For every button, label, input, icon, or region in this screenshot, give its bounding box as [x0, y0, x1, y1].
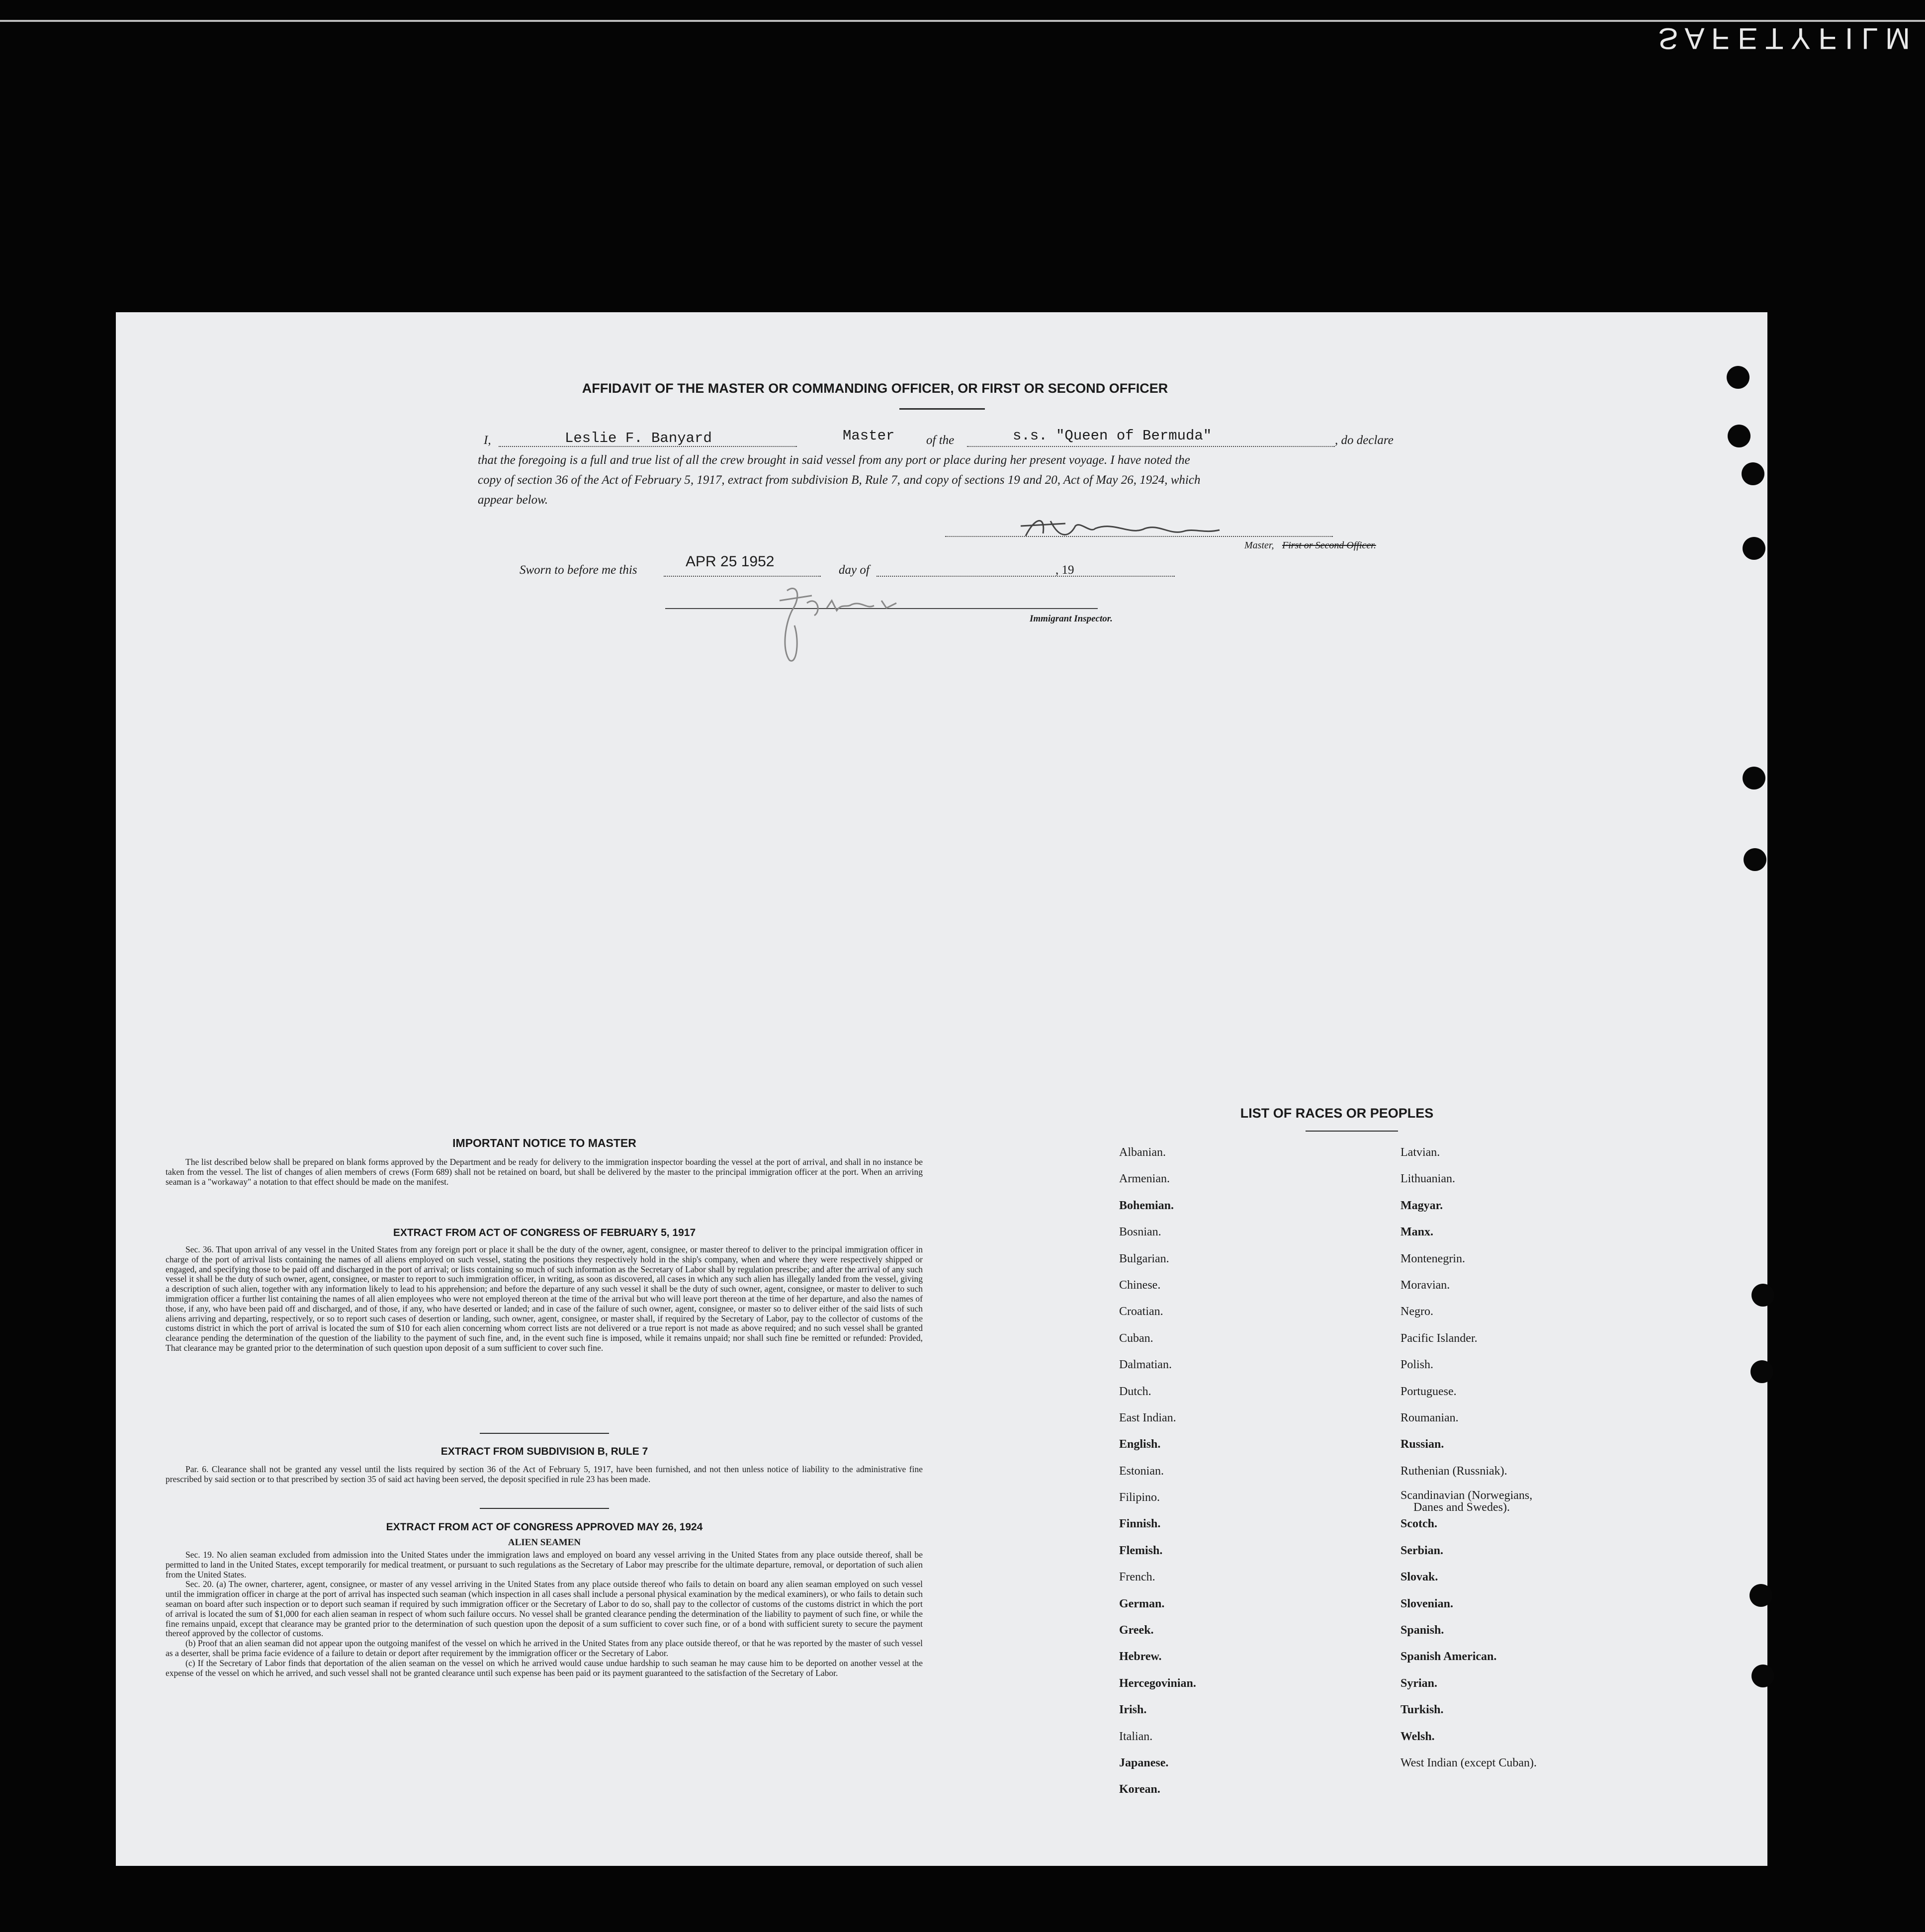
race-item: Moravian.	[1400, 1278, 1450, 1292]
rank: Master	[843, 428, 895, 444]
race-item: Dalmatian.	[1119, 1358, 1172, 1372]
race-item: Scotch.	[1400, 1517, 1437, 1531]
races-title: LIST OF RACES OR PEOPLES	[1240, 1106, 1434, 1121]
race-item: Lithuanian.	[1400, 1172, 1455, 1186]
race-item: Slovenian.	[1400, 1597, 1454, 1610]
race-item: Manx.	[1400, 1226, 1433, 1239]
inspector-signature	[767, 581, 916, 670]
race-item: Portuguese.	[1400, 1385, 1457, 1398]
punch-hole	[1751, 1284, 1774, 1307]
race-item: Russian.	[1400, 1438, 1444, 1451]
film-edge	[0, 0, 1925, 22]
race-item: Montenegrin.	[1400, 1252, 1465, 1265]
master-signature	[1016, 506, 1225, 551]
extract2-title: EXTRACT FROM SUBDIVISION B, RULE 7	[440, 1446, 648, 1457]
month-line	[876, 576, 1175, 577]
race-item: Croatian.	[1119, 1305, 1163, 1318]
race-item: Serbian.	[1400, 1544, 1444, 1557]
vessel-name: s.s. "Queen of Bermuda"	[1013, 428, 1212, 444]
race-item: Bosnian.	[1119, 1226, 1161, 1239]
sworn-label: Sworn to before me this	[520, 563, 637, 577]
race-item: Armenian.	[1119, 1172, 1170, 1186]
race-item: Turkish.	[1400, 1703, 1444, 1717]
divider	[480, 1508, 609, 1509]
race-item: Chinese.	[1119, 1278, 1161, 1292]
punch-hole	[1743, 767, 1765, 790]
race-item: English.	[1119, 1438, 1161, 1451]
vessel-line	[967, 446, 1335, 447]
race-item-line: Scandinavian (Norwegians,	[1400, 1489, 1533, 1502]
extract3-subtitle: ALIEN SEAMEN	[508, 1537, 581, 1548]
of-the-label: of the	[926, 434, 955, 447]
race-item: West Indian (except Cuban).	[1400, 1756, 1537, 1769]
race-item: Hercegovinian.	[1119, 1676, 1196, 1690]
race-item: Finnish.	[1119, 1517, 1161, 1531]
extract2-body: Par. 6. Clearance shall not be granted any vessel until the lists required by section 36 of the Act of February 5, 1917, have been furnished, and not then unless notice of liability to the administrative fine prescribed by said section or to that prescribed by section 35 of said act having been served, the deposit specified in rule 23 has been made.	[166, 1464, 923, 1484]
affidavit-text-line: copy of section 36 of the Act of February 5, 1917, extract from subdivision B, Rule 7, and copy of sections 19 and 20, Act of May 26, 1924, which	[478, 473, 1201, 487]
race-item: Estonian.	[1119, 1464, 1164, 1478]
race-item: Albanian.	[1119, 1146, 1166, 1159]
race-item: German.	[1119, 1597, 1165, 1610]
race-item: Italian.	[1119, 1730, 1153, 1743]
punch-hole	[1751, 1665, 1774, 1687]
race-item: Roumanian.	[1400, 1411, 1459, 1424]
race-item: Dutch.	[1119, 1385, 1151, 1398]
notice-title: IMPORTANT NOTICE TO MASTER	[452, 1137, 636, 1149]
race-item: Slovak.	[1400, 1571, 1438, 1584]
master-name: Leslie F. Banyard	[565, 430, 712, 446]
races-right-column	[1400, 1140, 1537, 1776]
race-item: Polish.	[1400, 1358, 1434, 1372]
divider	[480, 1433, 609, 1434]
inspector-label: Immigrant Inspector.	[1030, 614, 1113, 624]
race-item: Bulgarian.	[1119, 1252, 1169, 1265]
master-label: Master,	[1244, 540, 1274, 551]
race-item: Greek.	[1119, 1624, 1154, 1637]
notice-body: The list described below shall be prepared on blank forms approved by the Department and be ready for delivery to the immigration inspector boarding the vessel at the port of arrival, and shall in no instance be taken from the vessel. The list of changes of alien members of crews (Form 689) shall not be retained on board, but shall be delivered by the master to the principal immigration officer at the port. When an arriving seaman is a "workaway" a notation to that effect should be made on the manifest.	[166, 1157, 923, 1187]
punch-hole	[1750, 1584, 1772, 1607]
race-item: Latvian.	[1400, 1146, 1440, 1159]
race-item	[1400, 1485, 1537, 1514]
affidavit-title: AFFIDAVIT OF THE MASTER OR COMMANDING OFFICER, OR FIRST OR SECOND OFFICER	[582, 381, 1168, 396]
race-item: Magyar.	[1400, 1199, 1443, 1212]
race-item: Syrian.	[1400, 1676, 1438, 1690]
race-item: Korean.	[1119, 1783, 1160, 1796]
race-item: Welsh.	[1400, 1730, 1435, 1743]
race-item: Filipino.	[1119, 1491, 1160, 1504]
race-item: East Indian.	[1119, 1411, 1176, 1424]
race-item-line: Danes and Swedes).	[1413, 1501, 1510, 1514]
document-page	[116, 312, 1767, 1866]
race-item: Pacific Islander.	[1400, 1331, 1478, 1345]
divider	[899, 408, 985, 410]
divider	[1306, 1131, 1398, 1132]
extract1-title: EXTRACT FROM ACT OF CONGRESS OF FEBRUARY 5, 1917	[393, 1227, 696, 1238]
race-item: French.	[1119, 1571, 1155, 1584]
sworn-day-line	[664, 576, 821, 577]
do-declare: , do declare	[1335, 434, 1394, 447]
extract3-title: EXTRACT FROM ACT OF CONGRESS APPROVED MAY 26, 1924	[386, 1521, 703, 1533]
affidavit-text-line: that the foregoing is a full and true list of all the crew brought in said vessel from any port or place during her present voyage. I have noted the	[478, 453, 1190, 467]
race-item: Japanese.	[1119, 1756, 1169, 1769]
punch-hole	[1727, 366, 1750, 389]
punch-hole	[1728, 425, 1750, 447]
race-item: Ruthenian (Russniak).	[1400, 1464, 1507, 1478]
film-edge-text: S A F E T Y F I L M	[1658, 22, 1910, 55]
races-left-column	[1119, 1140, 1196, 1803]
date-stamp: APR 25 1952	[686, 553, 775, 570]
affidavit-i: I,	[484, 434, 491, 447]
year-label: , 19	[1055, 563, 1074, 577]
punch-hole	[1742, 462, 1764, 485]
race-item: Bohemian.	[1119, 1199, 1174, 1212]
punch-hole	[1744, 848, 1766, 871]
race-item: Flemish.	[1119, 1544, 1163, 1557]
race-item: Irish.	[1119, 1703, 1147, 1717]
race-item: Negro.	[1400, 1305, 1433, 1318]
extract3-body: Sec. 19. No alien seaman excluded from admission into the United States under the immigration laws and employed on board any vessel arriving in the United States from any place outside thereof, shall be permitted to land in the United States, except temporarily for medical treatment, or pursuant to such regulations as the Secretary of Labor may prescribe for the ultimate departure, removal, or deportation of such alien from the United States. Sec. 20. (a) The owner, charterer, agent, consignee, or master of any vessel arriving in the United States from any place outside thereof who fails to detain on board any alien seaman employed on such vessel until the immigration officer in charge at the port of arrival has inspected such seaman (which inspection in all cases shall include a personal physical examination by the medical examiners), or who fails to detain such seaman on board after such inspection or to deport such seaman if required by such immigration officer or the Secretary of Labor to do so, shall pay to the collector of customs of the customs district in which the port of arrival is located the sum of $1,000 for each alien seaman in respect of whom such failure occurs. No vessel shall be granted clearance pending the determination of the liability to payment of such fine, or while the fine remains unpaid, except that clearance may be granted prior to the determination of such question upon the deposit of a sum sufficient to cover such fine, or of a bond with sufficient surety to secure the payment thereof approved by the collector of customs. (b) Proof that an alien seaman did not appear upon the outgoing manifest of the vessel on which he arrived in the United States from any place outside thereof, or that he was reported by the master of such vessel as a deserter, shall be prima facie evidence of a failure to detain or deport after requirement by the immigration officer or the Secretary of Labor. (c) If the Secretary of Labor finds that deportation of the alien seaman on the vessel on which he arrived would cause undue hardship to such seaman he may cause him to be deported on another vessel at the expense of the vessel on which he arrived, and such vessel shall not be granted clearance until such expense has been paid or its payment guaranteed to the satisfaction of the Secretary of Labor.	[166, 1550, 923, 1678]
race-item: Hebrew.	[1119, 1650, 1162, 1664]
affidavit-text-line: appear below.	[478, 493, 548, 507]
day-of-label: day of	[839, 563, 870, 577]
race-item: Spanish.	[1400, 1624, 1444, 1637]
extract1-body: Sec. 36. That upon arrival of any vessel in the United States from any foreign port or place it shall be the duty of the owner, agent, consignee, or master thereof to deliver to the principal immigration officer in charge of the port of arrival lists containing the names of all aliens employed on such vessel, stating the positions they respectively hold in the ship's company, when and where they were respectively shipped or engaged, and specifying those to be paid off and discharged in the port of arrival; or lists containing so much of such information as the Secretary of Labor shall by regulation prescribe; and after the arrival of any such vessel it shall be the duty of such owner, agent, consignee, or master to report to such immigration officer, in writing, as soon as discovered, all cases in which any such alien has illegally landed from the vessel, giving a description of such alien, together with any information likely to lead to his apprehension; and before the departure of any such vessel it shall be the duty of such owner, agent, consignee, or master to deliver to such immigration officer a further list containing the names of all alien employees who were not employed thereon at the time of the arrival but who will leave port thereon at the time of her departure, and also the names of those, if any, who have been paid off and discharged, and of those, if any, who have deserted or landed; and in case of the failure of such owner, agent, consignee, or master so to deliver either of the said lists of such aliens arriving and departing, respectively, or so to report such cases of desertion or landing, such owner, agent, consignee, or master shall, if required by the Secretary of Labor, pay to the collector of customs of the customs district in which the port of arrival is located the sum of $10 for each alien concerning whom correct lists are not delivered or a true report is not made as above required; and no such vessel shall be granted clearance pending the determination of the question of the liability to the payment of such fine, and, in the event such fine is imposed, while it remains unpaid; nor shall such fine be remitted or refunded: Provided, That clearance may be granted prior to the determination of such question upon deposit of a sum sufficient to cover such fine.	[166, 1244, 923, 1353]
race-item: Spanish American.	[1400, 1650, 1497, 1664]
punch-hole	[1743, 537, 1765, 560]
punch-hole	[1750, 1360, 1773, 1383]
officer-label-struck: First or Second Officer.	[1282, 540, 1376, 551]
race-item: Cuban.	[1119, 1331, 1153, 1345]
